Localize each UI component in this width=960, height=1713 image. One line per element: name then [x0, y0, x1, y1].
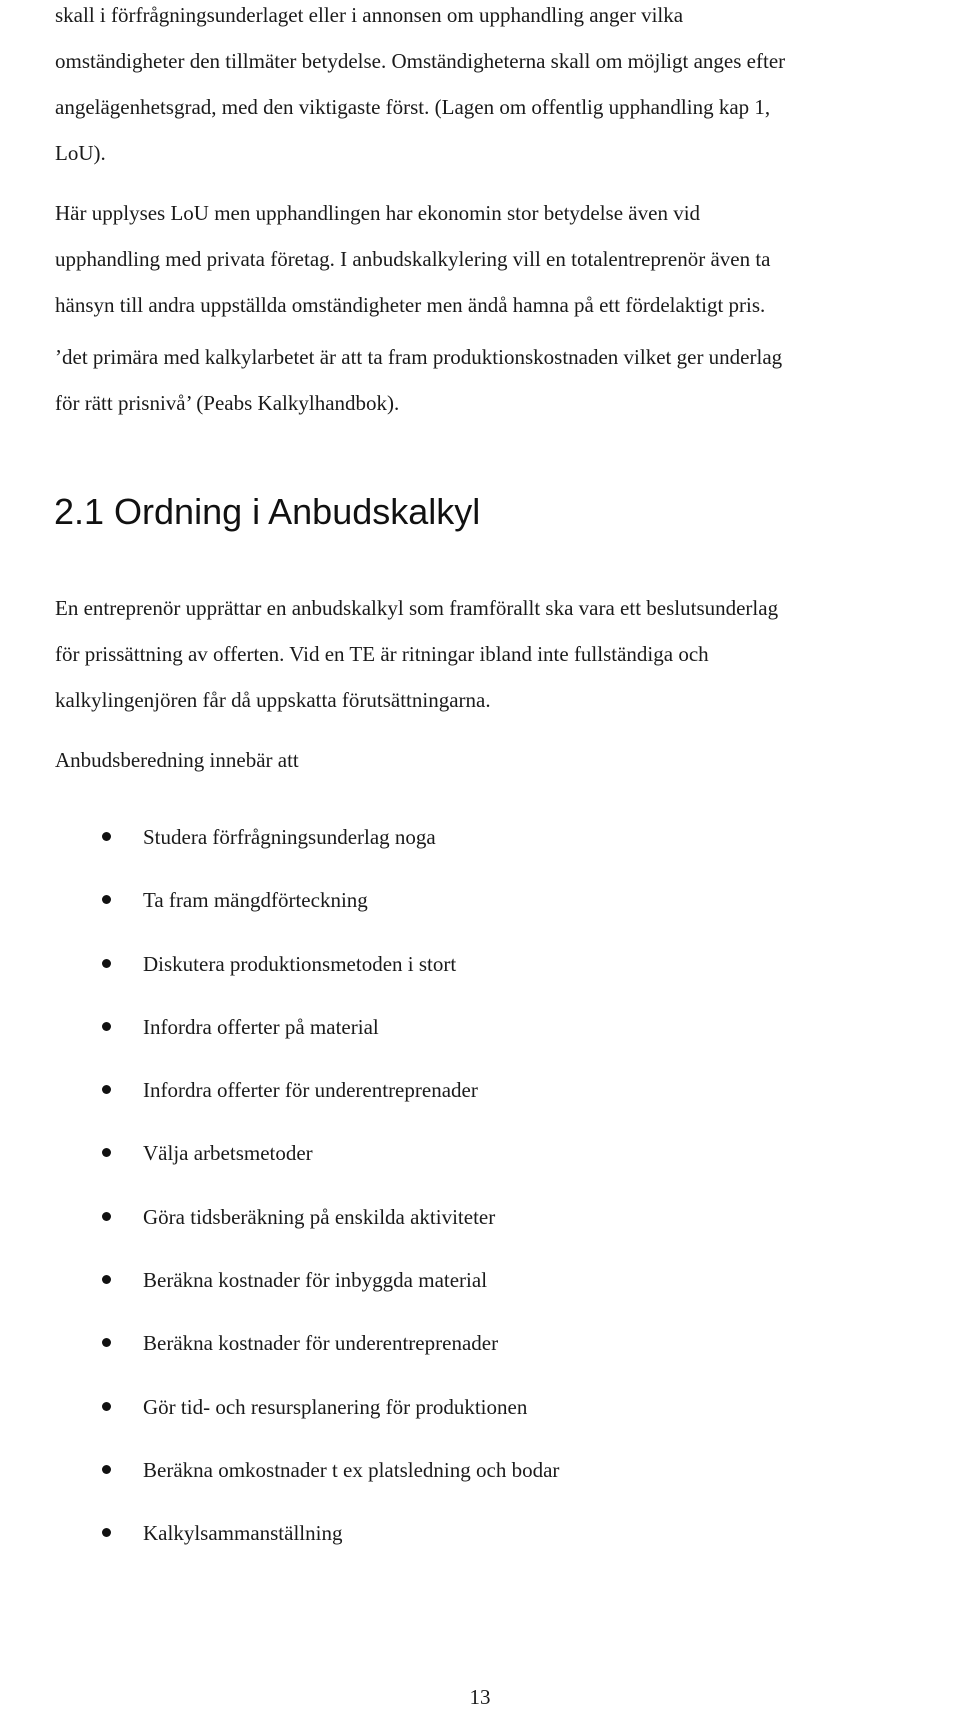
- section-heading: 2.1 Ordning i Anbudskalkyl: [54, 491, 481, 532]
- section-paragraph-2: [55, 737, 940, 783]
- text-line: angelägenhetsgrad, med den viktigaste först. (Lagen om offentlig upphandling kap 1,: [55, 95, 771, 119]
- bullet-icon: [102, 1275, 111, 1284]
- list-item-text: Studera förfrågningsunderlag noga: [143, 825, 436, 849]
- list-item-text: Beräkna omkostnader t ex platsledning och bodar: [143, 1457, 560, 1482]
- paragraph-3-quote: [55, 334, 940, 426]
- bullet-icon: [102, 895, 111, 904]
- list-item-text: Beräkna kostnader för inbyggda material: [143, 1268, 488, 1293]
- bullet-icon: [102, 1148, 111, 1157]
- paragraph-1: [55, 0, 940, 176]
- text-line: omständigheter den tillmäter betydelse. Omständigheterna skall om möjligt anges efter: [55, 49, 786, 73]
- section-paragraph-1: [55, 585, 940, 723]
- bullet-icon: [102, 1402, 111, 1411]
- list-item-text: Gör tid- och resursplanering för produktionen: [143, 1394, 528, 1419]
- bullet-icon: [102, 1338, 111, 1347]
- text-line: LoU).: [55, 141, 106, 165]
- list-item-text: Infordra offerter för underentreprenader: [143, 1078, 478, 1103]
- text-line: hänsyn till andra uppställda omständigheter men ändå hamna på ett fördelaktigt pris.: [55, 293, 766, 317]
- bullet-icon: [102, 959, 111, 968]
- text-line: Här upplyses LoU men upphandlingen har ekonomin stor betydelse även vid: [55, 201, 701, 225]
- text-line: ’det primära med kalkylarbetet är att ta fram produktionskostnaden vilket ger underlag: [55, 345, 783, 369]
- text-line: kalkylingenjören får då uppskatta förutsättningarna.: [55, 688, 491, 712]
- text-line: för prissättning av offerten. Vid en TE är ritningar ibland inte fullständiga och: [55, 642, 709, 666]
- text-line: Anbudsberedning innebär att: [55, 748, 299, 772]
- bullet-icon: [102, 1465, 111, 1474]
- list-item-text: Beräkna kostnader för underentreprenader: [143, 1331, 499, 1356]
- bullet-icon: [102, 1528, 111, 1537]
- list-item-text: Kalkylsammanställning: [143, 1521, 343, 1546]
- text-line: skall i förfrågningsunderlaget eller i annonsen om upphandling anger vilka: [55, 3, 684, 27]
- bullet-icon: [102, 1022, 111, 1031]
- bullet-icon: [102, 1085, 111, 1094]
- list-item-text: Ta fram mängdförteckning: [143, 888, 368, 913]
- list-item-text: Välja arbetsmetoder: [143, 1141, 313, 1166]
- paragraph-2: [55, 190, 940, 328]
- text-line: En entreprenör upprättar en anbudskalkyl som framförallt ska vara ett beslutsunderlag: [55, 596, 779, 620]
- bullet-icon: [102, 1212, 111, 1221]
- bullet-icon: [102, 832, 111, 841]
- text-line: upphandling med privata företag. I anbudskalkylering vill en totalentreprenör även ta: [55, 247, 771, 271]
- list-item-text: Diskutera produktionsmetoden i stort: [143, 951, 457, 976]
- text-line: för rätt prisnivå’ (Peabs Kalkylhandbok).: [55, 391, 400, 415]
- list-item-text: Göra tidsberäkning på enskilda aktiviteter: [143, 1204, 496, 1229]
- page-number: 13: [469, 1685, 491, 1709]
- list-item-text: Infordra offerter på material: [143, 1014, 379, 1039]
